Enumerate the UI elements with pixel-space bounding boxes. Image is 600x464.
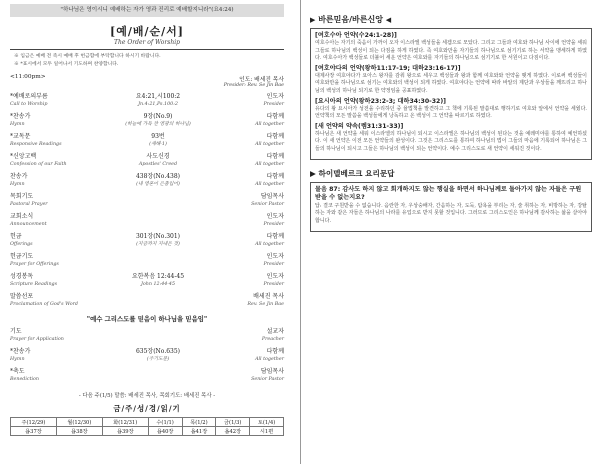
item-detail <box>90 153 226 168</box>
heidelberg-question: 물음 87: 감사도 하지 않고 회개하지도 않는 행실을 하면서 하나님께로 돌아가지 않는 자들은 구원받을 수 없는지요? <box>315 185 582 202</box>
service-time: <11:00pm> <box>10 74 46 80</box>
item-leader <box>226 193 284 208</box>
item-detail <box>90 93 226 108</box>
item-detail-ko: 요한복음 12:44-45 <box>131 273 185 280</box>
item-name-ko: 찬송가 <box>10 173 28 180</box>
item-detail <box>90 173 226 188</box>
item-name-en: Responsive Readings <box>10 141 62 147</box>
chapter-cell: 욥42장 <box>216 427 250 436</box>
order-item <box>10 273 284 288</box>
item-leader-ko: 배세진 목사 <box>253 293 284 300</box>
item-name-en: Prayer for Offerings <box>10 261 59 267</box>
item-detail <box>90 113 226 128</box>
sermon-title: "예수 그리스도를 믿음이 하나님을 믿음임" <box>86 315 208 323</box>
item-name-en: Scripture Readings <box>10 281 58 287</box>
item-detail <box>90 348 226 363</box>
page-divider <box>300 0 301 464</box>
heidelberg-header <box>310 168 592 179</box>
item-detail-en: (하늘에 가득 찬 영광의 하나님) <box>125 121 191 127</box>
item-name-ko: *신앙고백 <box>10 153 37 160</box>
worship-items-after-sermon <box>10 328 284 383</box>
item-leader-en: Rev. Se Jin Bae <box>247 301 284 307</box>
section-title: 바른믿음/바른신앙 <box>318 15 383 24</box>
item-name-ko: *예배로의부름 <box>10 93 48 100</box>
item-leader <box>226 348 284 363</box>
item-leader <box>226 273 284 288</box>
item-name <box>10 293 90 308</box>
item-leader <box>226 173 284 188</box>
item-leader-en: All together <box>255 121 284 127</box>
item-name-en: Confession of our Faith <box>10 161 67 167</box>
triangle-right-icon: ▶ <box>310 16 316 24</box>
item-leader-en: All together <box>255 356 284 362</box>
item-leader-ko: 다함께 <box>266 153 284 160</box>
item-leader-en: All together <box>255 181 284 187</box>
topic-text: 하나님은 새 언약을 세워 이스라엘의 하나님이 되시고 이스라엘은 하나님의 백성이 된다는 것을 예레미야를 통하여 예언하셨다. 이 새 언약은 이전 모든 언약들의 완성이다. 그것은 그리스도를 통하여 하나님의 법이 그들의 마음에 기록되어 하나님은 그들의 하나님이 되시고 그들은 하나님의 백성이 되는 언약이다. 예수 그리스도로 새 언약이 세워진 것이다. <box>315 130 587 152</box>
item-detail-ko: 요4:21,시100:2 <box>135 93 181 100</box>
chapters-row <box>11 427 284 436</box>
item-leader-en: Preacher <box>261 336 284 342</box>
item-leader <box>226 293 284 308</box>
order-item <box>10 113 284 128</box>
item-name-ko: 목회기도 <box>10 193 34 200</box>
day-cell: 금(1/3) <box>216 418 250 427</box>
item-detail-en: Jn.4:21,Ps.100:2 <box>138 101 178 107</box>
item-name-en: Hymn <box>10 356 25 362</box>
item-detail <box>90 233 226 248</box>
order-subtitle: The Order of Worship <box>114 39 180 46</box>
item-name <box>10 273 90 288</box>
item-detail-en: (새해-1) <box>149 141 167 147</box>
item-name-en: Prayer for Application <box>10 336 64 342</box>
item-name <box>10 153 90 168</box>
item-detail-ko: 9장(No.9) <box>143 113 173 120</box>
item-detail-ko: 301장(No.301) <box>135 233 181 240</box>
item-detail-ko: 93번 <box>151 133 165 140</box>
item-name-ko: 성경봉독 <box>10 273 34 280</box>
days-row <box>11 418 284 427</box>
topic-title: [요시아의 언약(왕하23:2-3; 대하34:30-32)] <box>315 97 447 105</box>
day-cell: 수(1/1) <box>148 418 182 427</box>
item-name <box>10 233 90 248</box>
intro-note-2: ※ *표시에서 모두 일어나서 기도하며 찬양합니다. <box>14 62 119 67</box>
item-detail-en: (지금까지 지내온 것) <box>136 241 180 247</box>
item-name-ko: 헌금 <box>10 233 22 240</box>
next-week-note: - 다음 주(1/5) 말씀: 배세진 목사, 목회기도: 배세진 목사 - <box>78 393 216 399</box>
item-leader <box>226 253 284 268</box>
item-name-ko: 헌금기도 <box>10 253 34 260</box>
chapter-cell: 욥40장 <box>148 427 182 436</box>
item-leader-en: Presider <box>263 221 284 227</box>
topic-title: [여호야다의 언약(왕하11:17-19; 대하23:16-17)] <box>315 64 461 72</box>
item-detail-ko: 사도신경 <box>146 153 170 160</box>
item-leader-en: Presider <box>263 101 284 107</box>
item-detail-en: (주기도문) <box>146 356 170 362</box>
day-cell: 주(12/29) <box>11 418 57 427</box>
item-name-ko: 말씀선포 <box>10 293 34 300</box>
order-item <box>10 213 284 228</box>
bible-reading-table <box>10 417 284 436</box>
item-name-ko: *축도 <box>10 368 25 375</box>
item-leader-ko: 인도자 <box>266 273 284 280</box>
item-leader <box>226 93 284 108</box>
order-item <box>10 193 284 208</box>
triangle-left-icon: ◀ <box>385 16 392 24</box>
item-detail <box>90 273 226 288</box>
item-name-en: Proclamation of God's Word <box>10 301 79 307</box>
item-leader-ko: 다함께 <box>266 113 284 120</box>
day-cell: 화(12/31) <box>102 418 148 427</box>
topic-text: 대제사장 여호야다가 요아스 왕자를 감춰 왕으로 세우고 백성들과 왕과 함께 여호와와 언약을 맺게 하였다. 이로써 백성들이 여호와만을 하나님으로 섬기는 여호와의 백성이 되게 하였다. 여호야다는 언약에 따라 바알의 제단과 우상들을 깨뜨리고 하나님의 백성의 하나님 되기로 한 약정임을 공표하였다. <box>315 72 587 94</box>
item-leader-ko: 설교자 <box>266 328 284 335</box>
order-item <box>10 233 284 248</box>
order-item <box>10 253 284 268</box>
topic-title: [여호수아 언약(수24:1-28)] <box>315 32 397 39</box>
heidelberg-box <box>310 182 592 232</box>
chapter-cell: 욥41장 <box>182 427 216 436</box>
item-name-ko: *찬송가 <box>10 113 31 120</box>
order-item <box>10 328 284 343</box>
order-item <box>10 293 284 308</box>
order-item <box>10 133 284 148</box>
item-leader-ko: 인도자 <box>266 253 284 260</box>
item-detail-en: Apostles' Creed <box>138 161 178 167</box>
item-name-en: Hymn <box>10 181 25 187</box>
item-name <box>10 93 90 108</box>
item-leader <box>226 133 284 148</box>
faith-page <box>310 0 592 464</box>
item-leader <box>226 368 284 383</box>
item-leader-en: Presider <box>263 281 284 287</box>
presider-ko: 인도: 배세진 목사 <box>239 77 284 83</box>
worship-items <box>10 93 284 308</box>
presider-en: Presider: Rev. Se Jin Bae <box>223 83 284 88</box>
item-detail-en: John 12:44-45 <box>140 281 176 287</box>
item-name <box>10 173 90 188</box>
item-leader-ko: 인도자 <box>266 93 284 100</box>
heidelberg-title: 하이델베르크 요리문답 <box>318 168 395 178</box>
faith-box <box>310 28 592 160</box>
item-leader-ko: 다함께 <box>266 133 284 140</box>
topic-title: [새 언약의 약속(렘31:31-33)] <box>315 122 404 130</box>
theme-verse-bar: "하나님은 영이시니 예배하는 자가 영과 진리로 예배할지니라"(요4:24) <box>10 4 284 17</box>
worship-order-page <box>0 0 294 464</box>
order-item <box>10 368 284 383</box>
bible-reading-title: 금/주/성/경/읽/기 <box>113 404 181 413</box>
item-leader-ko: 인도자 <box>266 213 284 220</box>
item-leader-ko: 다함께 <box>266 233 284 240</box>
item-leader-en: Presider <box>263 261 284 267</box>
item-name <box>10 253 90 268</box>
item-name-en: Call to Worship <box>10 101 48 107</box>
item-name <box>10 113 90 128</box>
item-leader <box>226 113 284 128</box>
item-leader-ko: 담임목사 <box>260 368 284 375</box>
item-name-en: Benediction <box>10 376 40 382</box>
item-leader <box>226 153 284 168</box>
heidelberg-answer: 답: 결코 구원받을 수 없습니다. 음란한 자, 우상숭배자, 간음하는 자, 도둑, 탐욕을 부리는 자, 술 취하는 자, 비방하는 자, 강탈하는 자와 같은 자들은 하나님의 나라를 유업으로 받지 못할 것입니다. 그러므로 그리스도인은 하나님께 감사하는 삶을 살아야 합니다. <box>315 202 587 224</box>
chapter-cell: 시1편 <box>250 427 284 436</box>
item-leader <box>226 233 284 248</box>
divider <box>10 49 284 50</box>
item-detail-ko: 438장(No.438) <box>135 173 181 180</box>
item-name-en: Pastoral Prayer <box>10 201 48 207</box>
item-leader-en: All together <box>255 141 284 147</box>
item-name <box>10 348 90 363</box>
chapter-cell: 욥39장 <box>102 427 148 436</box>
item-leader-ko: 담임목사 <box>260 193 284 200</box>
time-presider-row <box>10 74 284 88</box>
item-detail-en: (내 영혼이 은총입어) <box>136 181 180 187</box>
item-name <box>10 368 90 383</box>
day-cell: 목(1/2) <box>182 418 216 427</box>
item-name <box>10 213 90 228</box>
order-title: [예/배/순/서] <box>110 25 184 38</box>
intro-note-1: ※ 입금은 예배 전 즉시 예배 후 헌금함에 부탁합니다 하시기 바랍니다. <box>14 54 161 59</box>
item-leader <box>226 213 284 228</box>
item-name-en: Announcement <box>10 221 47 227</box>
item-name <box>10 193 90 208</box>
triangle-right-icon: ▶ <box>310 168 316 178</box>
item-detail <box>90 133 226 148</box>
topic-text: 유다의 왕 요시아가 성전을 수리하던 중 율법책을 발견하고 그 책에 기록된 말씀대로 행하기로 여호와 앞에서 언약을 세웠다. 언약책의 모든 말씀을 백성들에게 낭독하고 온 백성이 그 언약을 따르기로 하였다. <box>315 105 587 120</box>
item-name-ko: *찬송가 <box>10 348 31 355</box>
item-name-ko: *교독문 <box>10 133 31 140</box>
item-name-ko: 기도 <box>10 328 22 335</box>
order-item <box>10 93 284 108</box>
order-item <box>10 173 284 188</box>
item-leader-en: All together <box>255 241 284 247</box>
topic-text: 여호수아는 자기의 죽음이 가까이 오자 이스라엘 백성들을 세겜으로 모았다. 그리고 그들과 여호와 하나님 사이에 언약을 세워 그들로 하나님의 백성이 되는 다짐을 하게 하였다. 즉 여호와만을 자기들의 하나님으로 섬기기로 하는 서약을 맹세하게 하였다. 여호수아가 백성들로 더불어 세운 언약은 여호와를 자기들의 하나님으로 섬기기로 한 서원이고 다짐이다. <box>315 40 587 62</box>
item-leader-en: Senior Pastor <box>251 201 284 207</box>
day-cell: 토(1/4) <box>250 418 284 427</box>
item-leader-ko: 다함께 <box>266 348 284 355</box>
item-name <box>10 328 90 343</box>
item-leader <box>226 328 284 343</box>
item-name-ko: 교회소식 <box>10 213 34 220</box>
chapter-cell: 욥38장 <box>56 427 102 436</box>
presider <box>224 74 284 88</box>
chapter-cell: 욥37장 <box>11 427 57 436</box>
item-leader-en: Senior Pastor <box>251 376 284 382</box>
day-cell: 월(12/30) <box>56 418 102 427</box>
item-leader-en: All together <box>255 161 284 167</box>
item-name-en: Offerings <box>10 241 33 247</box>
order-item <box>10 348 284 363</box>
order-item <box>10 153 284 168</box>
item-name <box>10 133 90 148</box>
item-name-en: Hymn <box>10 121 25 127</box>
item-leader-ko: 다함께 <box>266 173 284 180</box>
section-header <box>310 14 592 25</box>
item-detail-ko: 635장(No.635) <box>135 348 181 355</box>
